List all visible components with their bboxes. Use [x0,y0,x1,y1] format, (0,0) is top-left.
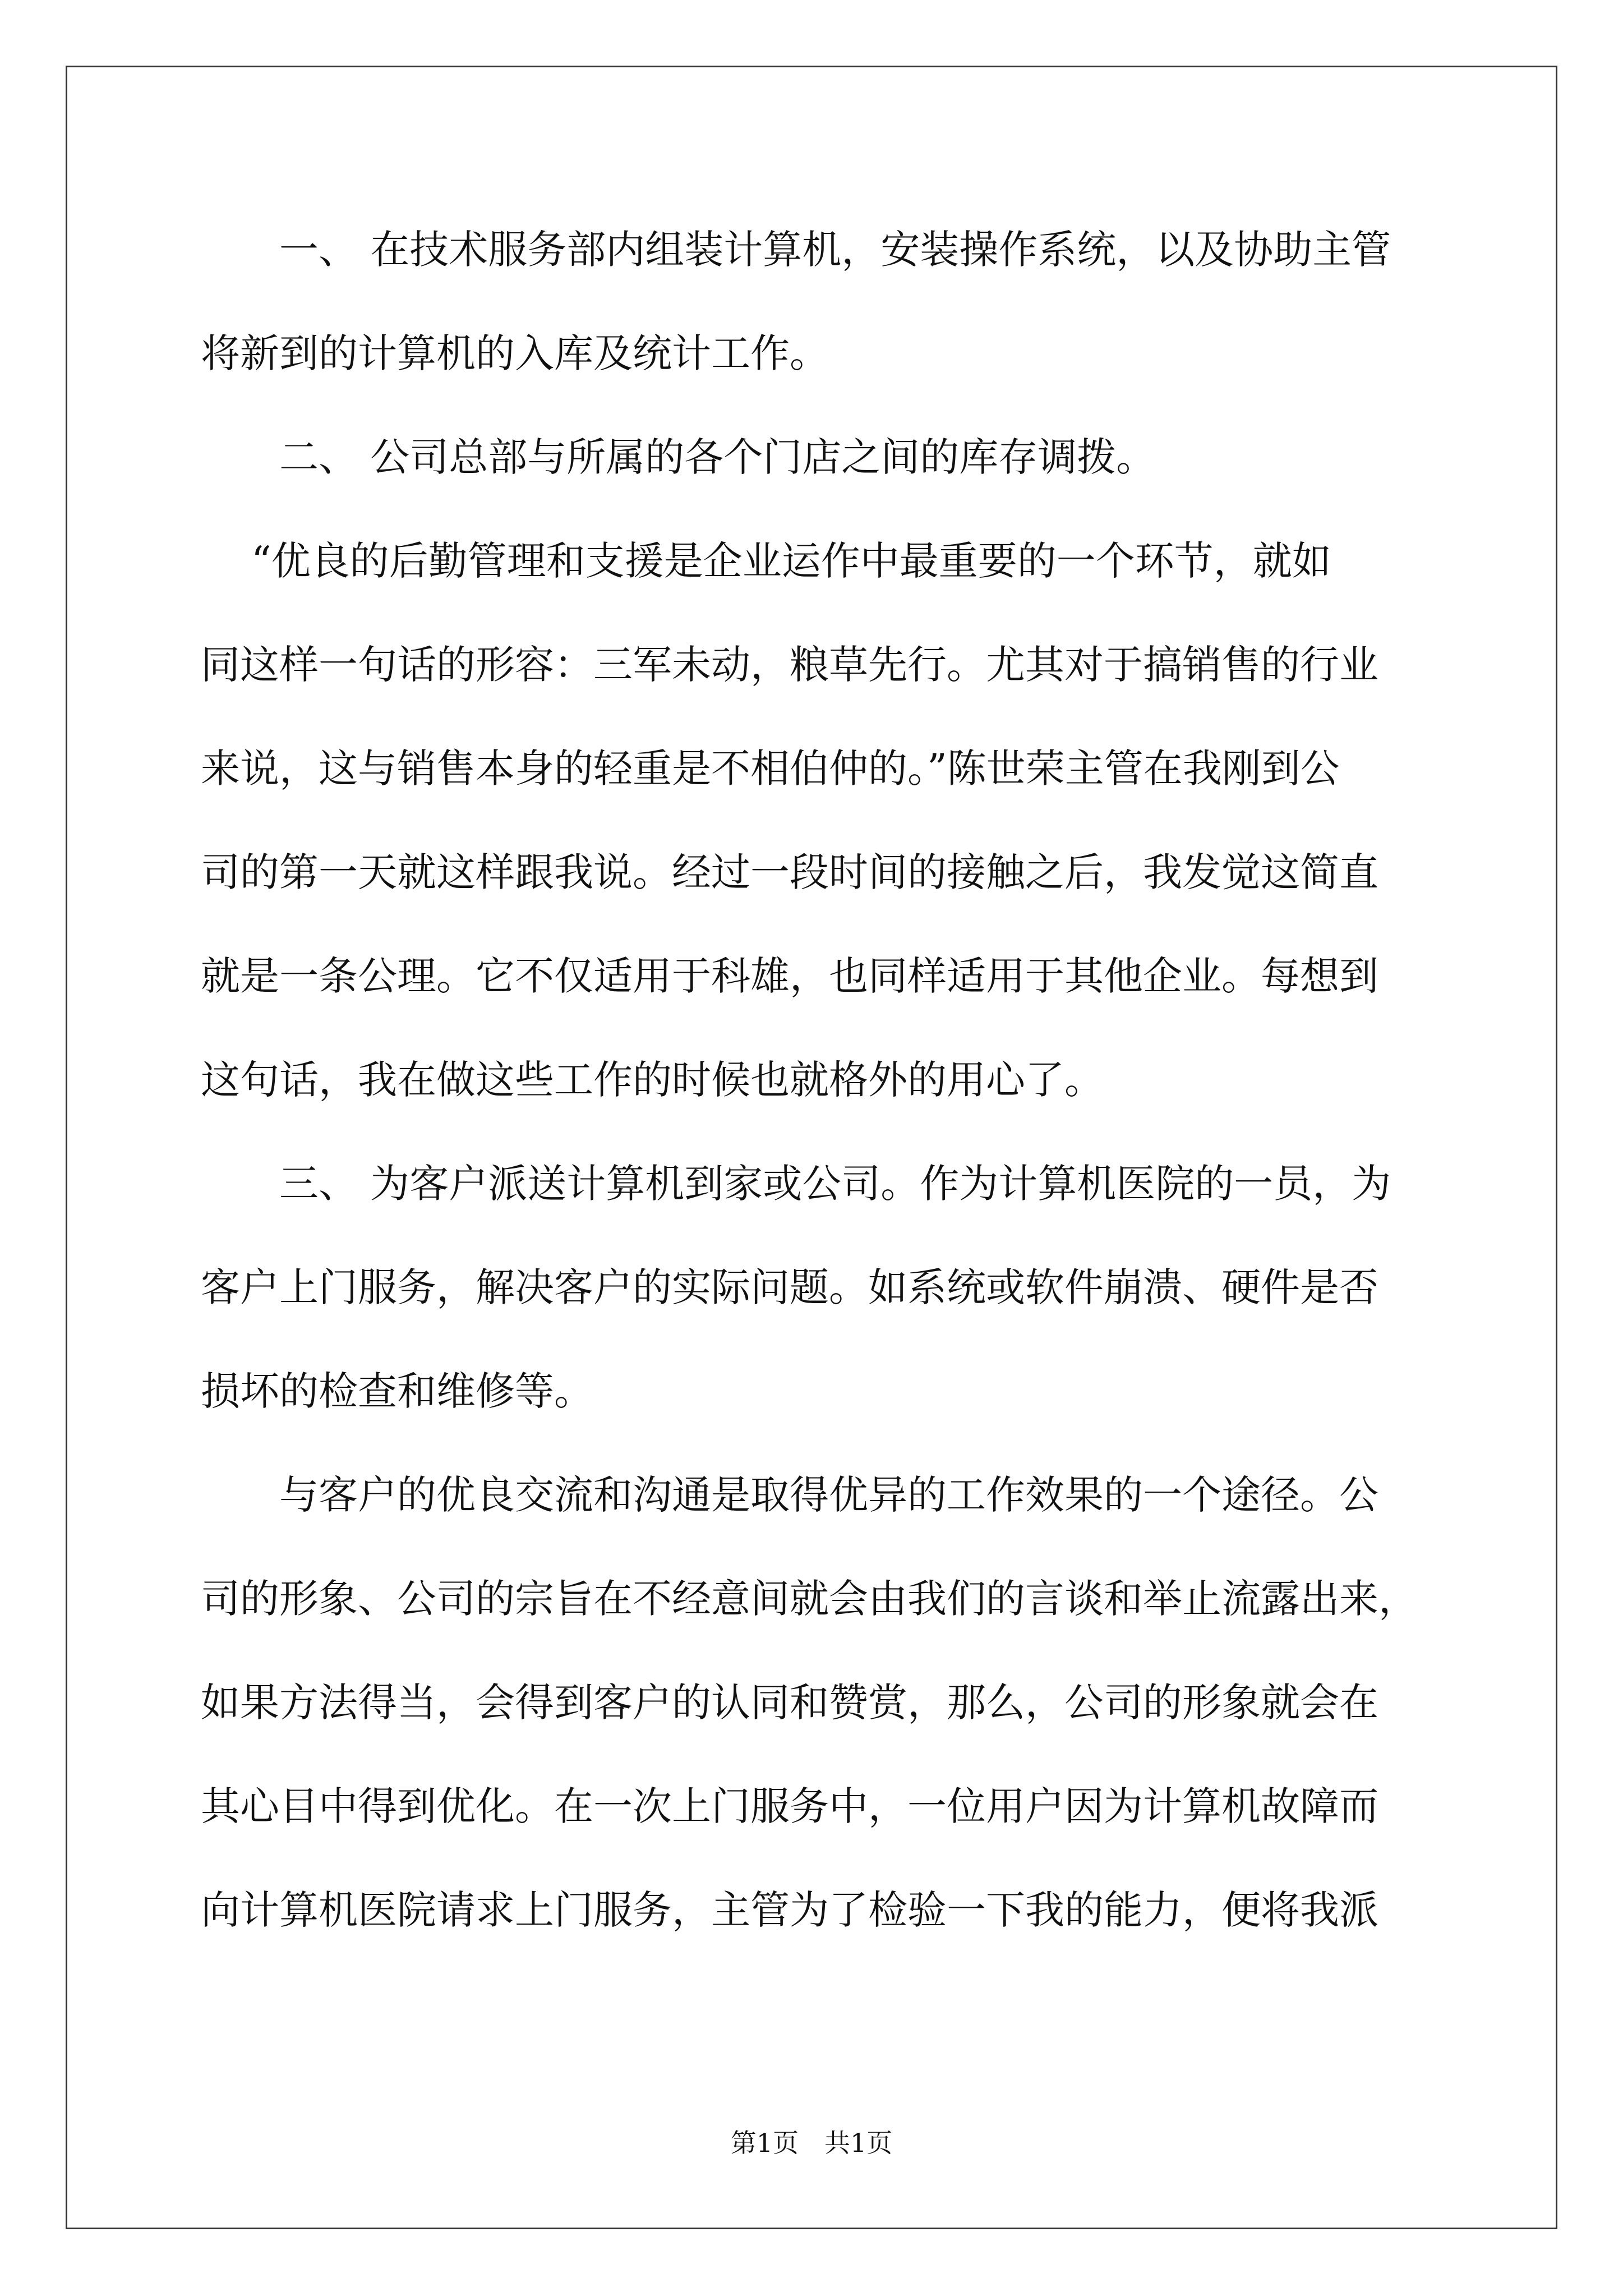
body-line-4: “优良的后勤管理和支援是企业运作中最重要的一个环节，就如 [251,538,1331,584]
body-line-15: 如果方法得当，会得到客户的认同和赞赏，那么，公司的形象就会在 [201,1680,1378,1726]
page-total: 共1页 [824,2128,893,2158]
body-line-17: 向计算机医院请求上门服务，主管为了检验一下我的能力，便将我派 [201,1887,1378,1933]
body-line-11: 客户上门服务，解决客户的实际问题。如系统或软件崩溃、硬件是否 [201,1264,1378,1310]
body-line-12: 损坏的检查和维修等。 [201,1368,593,1414]
body-line-16: 其心目中得到优化。在一次上门服务中，一位用户因为计算机故障而 [201,1783,1378,1829]
body-line-13: 与客户的优良交流和沟通是取得优异的工作效果的一个途径。公 [201,1472,1378,1518]
body-line-9: 这句话，我在做这些工作的时候也就格外的用心了。 [201,1057,1104,1103]
body-line-5: 同这样一句话的形容：三军未动，粮草先行。尤其对于搞销售的行业 [201,642,1378,688]
body-line-3: 二、 公司总部与所属的各个门店之间的库存调拨。 [201,434,1156,480]
body-line-8: 就是一条公理。它不仅适用于科雄，也同样适用于其他企业。每想到 [201,953,1378,999]
body-line-10: 三、 为客户派送计算机到家或公司。作为计算机医院的一员，为 [201,1161,1391,1207]
page-footer [0,2126,1623,2160]
body-line-2: 将新到的计算机的入库及统计工作。 [201,330,829,376]
body-line-7: 司的第一天就这样跟我说。经过一段时间的接触之后，我发觉这简直 [201,849,1378,895]
body-line-14: 司的形象、公司的宗旨在不经意间就会由我们的言谈和举止流露出来， [201,1576,1418,1622]
body-line-6: 来说，这与销售本身的轻重是不相伯仲的。”陈世荣主管在我刚到公 [201,746,1340,792]
body-line-1: 一、 在技术服务部内组装计算机，安装操作系统，以及协助主管 [201,227,1391,273]
page-number: 第1页 [730,2128,799,2158]
